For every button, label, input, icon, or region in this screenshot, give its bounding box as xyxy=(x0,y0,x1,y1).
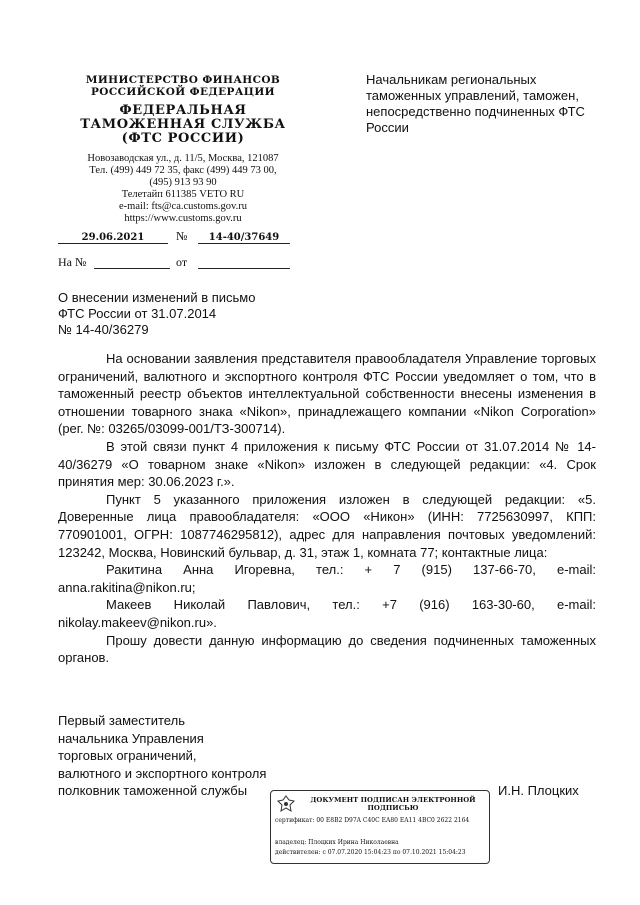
subject-line-3: № 14-40/36279 xyxy=(58,322,149,337)
paragraph-4: Ракитина Анна Игоревна, тел.: + 7 (915) 137-66-70, e-mail: anna.rakitina@nikon.ru; xyxy=(58,562,596,595)
addressee: Начальникам региональных таможенных управлений, таможен, непосредственно подчиненных ФТС России xyxy=(366,72,585,135)
signatory-line-3: торговых ограничений, xyxy=(58,748,197,764)
letter-body xyxy=(58,350,596,667)
stamp-owner: владелец: Плоцких Ирина Николаевна xyxy=(275,839,399,846)
service-header xyxy=(58,104,308,146)
stamp-certificate: сертификат: 00 E8B2 D97A C40C EA80 EA11 4BC0 2622 2164 xyxy=(275,817,470,824)
phone-line-2: (495) 913 93 90 xyxy=(149,177,217,188)
subject xyxy=(58,290,318,338)
ministry-line-1: МИНИСТЕРСТВО ФИНАНСОВ xyxy=(85,74,281,86)
subject-line-1: О внесении изменений в письмо xyxy=(58,290,256,305)
electronic-signature-stamp xyxy=(270,790,490,864)
paragraph-5: Макеев Николай Павлович, тел.: +7 (916) 163-30-60, e-mail: nikolay.makeev@nikon.ru». xyxy=(58,597,596,630)
service-line-1: ФЕДЕРАЛЬНАЯ xyxy=(119,103,247,118)
reference-date-blank xyxy=(198,268,290,269)
paragraph-2: В этой связи пункт 4 приложения к письму ФТС России от 31.07.2014 № 14-40/36279 «О товарном знаке «Nikon» изложен в следующей редакции: «4. Срок принятия мер: 30.06.2023 г.». xyxy=(58,438,596,490)
ministry-header xyxy=(58,74,308,98)
email-line: e-mail: fts@ca.customs.gov.ru xyxy=(119,201,247,212)
document-date: 29.06.2021 xyxy=(58,232,168,244)
reference-label: На № xyxy=(58,255,87,269)
signatory-line-2: начальника Управления xyxy=(58,730,204,746)
emblem-icon xyxy=(276,795,296,813)
paragraph-6: Прошу довести данную информацию до сведения подчиненных таможенных органов. xyxy=(58,632,596,666)
stamp-validity: действителен: с 07.07.2020 15:04:23 по 07.10.2021 15:04:23 xyxy=(275,849,466,856)
signatory-line-1: Первый заместитель xyxy=(58,713,185,728)
service-line-3: (ФТС РОССИИ) xyxy=(121,131,245,146)
stamp-title: ДОКУМЕНТ ПОДПИСАН ЭЛЕКТРОННОЙ ПОДПИСЬЮ xyxy=(310,796,476,812)
paragraph-1: На основании заявления представителя правообладателя Управление торговых ограничений, валютного и экспортного контроля ФТС России уведомляет о том, что в таможенный реестр объектов интеллектуальной собственности внесены изменения в отношении товарного знака «Nikon», принадлежащего компании «Nikon Corporation» (рег. №: 03265/03099-001/ТЗ-300714). xyxy=(58,351,596,437)
service-line-2: ТАМОЖЕННАЯ СЛУЖБА xyxy=(80,117,286,132)
reference-from-label: от xyxy=(176,255,188,269)
signatory-line-5: полковник таможенной службы xyxy=(58,783,248,799)
phone-line-1: Тел. (499) 449 72 35, факс (499) 449 73 00, xyxy=(89,165,277,176)
contact-block xyxy=(58,153,308,225)
subject-line-2: ФТС России от 31.07.2014 xyxy=(58,306,217,321)
signatory-title xyxy=(58,712,298,800)
address-line: Новозаводская ул., д. 11/5, Москва, 121087 xyxy=(87,153,279,164)
ministry-line-2: РОССИЙСКОЙ ФЕДЕРАЦИИ xyxy=(91,86,275,98)
website-line: https://www.customs.gov.ru xyxy=(124,213,242,224)
paragraph-3: Пункт 5 указанного приложения изложен в следующей редакции: «5. Доверенные лица правообладателя: «ООО «Никон» (ИНН: 7725630997, КПП: 770901001, ОГРН: 1087746295812), адрес для направления почтовых уведомлений: 123242, Москва, Новинский бульвар, д. 31, этаж 1, комната 77; контактные лица: xyxy=(58,491,596,560)
teletype-line: Телетайп 611385 VETO RU xyxy=(121,189,245,200)
signatory-line-4: валютного и экспортного контроля xyxy=(58,765,267,781)
signatory-name: И.Н. Плоцких xyxy=(498,783,579,798)
reference-number-blank xyxy=(94,268,170,269)
number-sign: № xyxy=(176,229,188,243)
document-number: 14-40/37649 xyxy=(198,232,290,244)
